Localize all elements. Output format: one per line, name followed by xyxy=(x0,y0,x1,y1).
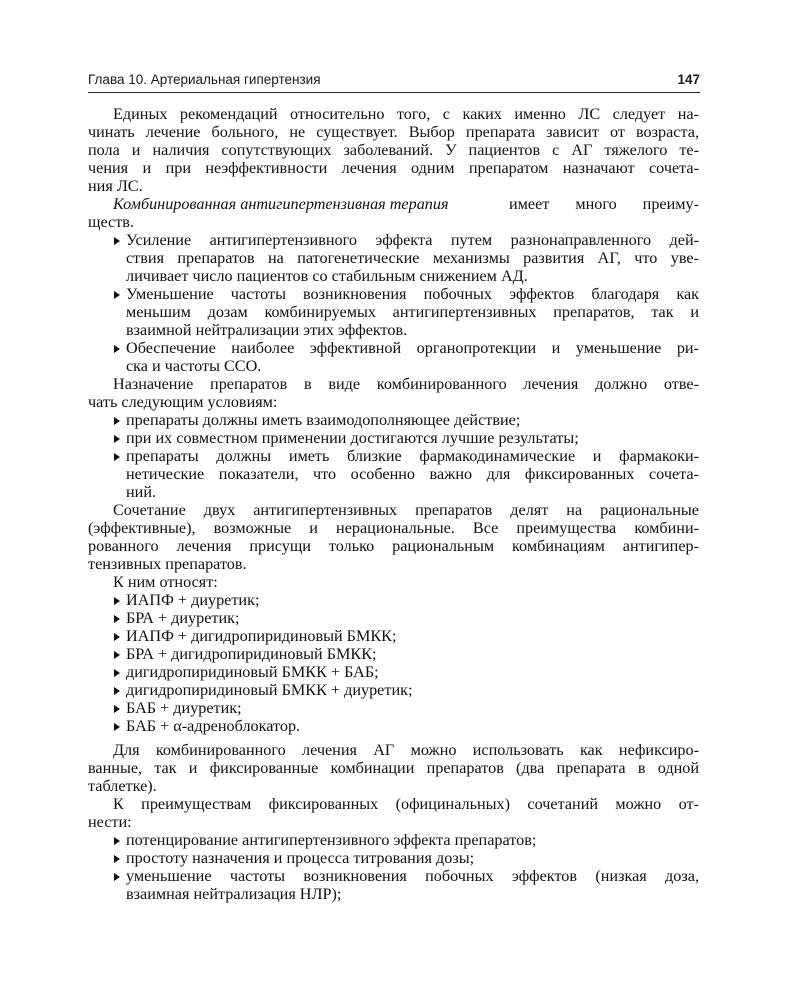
text-line: чения и при неэффективности лечения одним препаратом назначают сочета- xyxy=(88,159,699,177)
bullet-icon xyxy=(114,687,120,695)
list-item: препараты должны иметь взаимодополняющее действие; xyxy=(126,411,521,429)
bullet-icon xyxy=(114,633,120,641)
text-line: имеет много преиму- xyxy=(509,195,699,213)
text-line: К ним относят: xyxy=(113,573,218,591)
list-item: дигидропиридиновый БМКК + диуретик; xyxy=(126,681,413,699)
bullet-icon xyxy=(114,855,120,863)
bullet-icon xyxy=(114,417,120,425)
text-line: таблетке). xyxy=(88,777,157,795)
list-item: Обеспечение наиболее эффективной органопротекции и уменьшение ри- xyxy=(126,339,699,357)
text-line: (эффективные), возможные и нерациональные. Все преимущества комбини- xyxy=(88,519,699,537)
list-item: ний. xyxy=(126,483,157,501)
list-item: при их совместном применении достигаются лучшие результаты; xyxy=(126,429,579,447)
italic-term: Комбинированная антигипертензивная терапия xyxy=(113,195,449,213)
bullet-icon xyxy=(114,435,120,443)
bullet-icon xyxy=(114,651,120,659)
bullet-icon xyxy=(114,237,120,245)
list-item: препараты должны иметь близкие фармакодинамические и фармакоки- xyxy=(126,447,699,465)
bullet-icon xyxy=(114,615,120,623)
chapter-title: Глава 10. Артериальная гипертензия xyxy=(88,72,321,87)
text-line: ществ. xyxy=(88,213,135,231)
list-item: дигидропиридиновый БМКК + БАБ; xyxy=(126,663,379,681)
bullet-icon xyxy=(114,873,120,881)
text-line: Назначение препаратов в виде комбинированного лечения должно отве- xyxy=(113,375,699,393)
header-rule xyxy=(88,92,700,93)
list-item: БАБ + диуретик; xyxy=(126,699,242,717)
list-item: ИАПФ + диуретик; xyxy=(126,591,260,609)
bullet-icon xyxy=(114,705,120,713)
list-item: личивает число пациентов со стабильным снижением АД. xyxy=(126,267,528,285)
text-line: Для комбинированного лечения АГ можно использовать как нефиксиро- xyxy=(113,741,699,759)
bullet-icon xyxy=(114,597,120,605)
text-line: Единых рекомендаций относительно того, с каких именно ЛС следует на- xyxy=(113,105,699,123)
bullet-icon xyxy=(114,669,120,677)
list-item: Усиление антигипертензивного эффекта путем разнонаправленного дей- xyxy=(126,231,699,249)
list-item: БРА + дигидропиридиновый БМКК; xyxy=(126,645,377,663)
bullet-icon xyxy=(114,345,120,353)
bullet-icon xyxy=(114,453,120,461)
running-header xyxy=(88,70,700,92)
list-item: БАБ + α-адреноблокатор. xyxy=(126,717,301,735)
text-line: пола и наличия сопутствующих заболеваний. У пациентов с АГ тяжелого те- xyxy=(88,141,699,159)
text-line: рованного лечения присущи только рациональным комбинациям антигипер- xyxy=(88,537,699,555)
text-line: нести: xyxy=(88,813,132,831)
list-item: нетические показатели, что особенно важно для фиксированных сочета- xyxy=(126,465,699,483)
list-item: потенцирование антигипертензивного эффекта препаратов; xyxy=(126,831,537,849)
text-line: тензивных препаратов. xyxy=(88,555,247,573)
list-item: Уменьшение частоты возникновения побочных эффектов благодаря как xyxy=(126,285,699,303)
text-line: К преимуществам фиксированных (официнальных) сочетаний можно от- xyxy=(113,795,699,813)
list-item: ИАПФ + дигидропиридиновый БМКК; xyxy=(126,627,397,645)
list-item: ствия препаратов на патогенетические механизмы развития АГ, что уве- xyxy=(126,249,699,267)
bullet-icon xyxy=(114,723,120,731)
text-line: ния ЛС. xyxy=(88,177,143,195)
list-item: простоту назначения и процесса титрования дозы; xyxy=(126,849,475,867)
text-line: чинать лечение больного, не существует. Выбор препарата зависит от возраста, xyxy=(88,123,699,141)
list-item: взаимной нейтрализации этих эффектов. xyxy=(126,321,408,339)
page-number: 147 xyxy=(677,72,700,87)
list-item: БРА + диуретик; xyxy=(126,609,240,627)
list-item: взаимная нейтрализация НЛР); xyxy=(126,885,342,903)
text-line: ванные, так и фиксированные комбинации препаратов (два препарата в одной xyxy=(88,759,699,777)
list-item: меньшим дозам комбинируемых антигипертензивных препаратов, так и xyxy=(126,303,699,321)
bullet-icon xyxy=(114,837,120,845)
list-item: ска и частоты ССО. xyxy=(126,357,262,375)
text-line: чать следующим условиям: xyxy=(88,393,278,411)
list-item: уменьшение частоты возникновения побочных эффектов (низкая доза, xyxy=(126,867,699,885)
bullet-icon xyxy=(114,291,120,299)
text-line: Сочетание двух антигипертензивных препаратов делят на рациональные xyxy=(113,501,699,519)
